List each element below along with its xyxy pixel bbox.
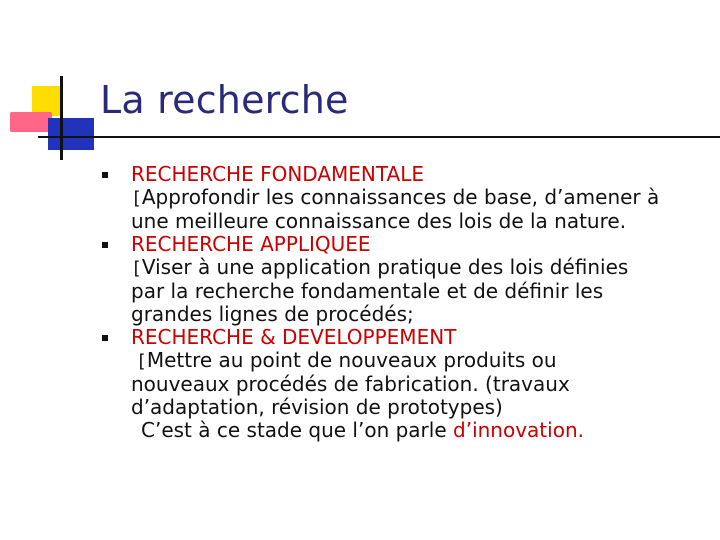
slide-title: La recherche: [100, 78, 349, 122]
decor-red-square: [10, 112, 52, 132]
decor-vertical-line: [60, 76, 63, 160]
wingding-bullet-icon: [: [131, 258, 142, 279]
item-description: [Viser à une application pratique des lois définies par la recherche fondamentale et de définir les grandes lignes de procédés;: [131, 255, 629, 326]
bullet-list: [100, 163, 710, 442]
list-item-recherche-appliquee: [100, 233, 710, 326]
wingding-bullet-icon: [: [131, 188, 142, 209]
bullet-square-icon: [102, 242, 108, 248]
item-description: [Mettre au point de nouveaux produits ou nouveaux procédés de fabrication. (travaux d’adaptation, révision de prototypes) C’est à ce stade que l’on parle d’innovation.: [131, 349, 710, 442]
item-heading: RECHERCHE APPLIQUEE: [131, 232, 371, 256]
wingding-bullet-icon: [: [136, 351, 147, 372]
decor-blue-square: [48, 118, 94, 150]
item-heading: RECHERCHE FONDAMENTALE: [131, 162, 424, 186]
innovation-note: C’est à ce stade que l’on parle d’innovation.: [141, 418, 584, 442]
innovation-highlight: d’innovation.: [453, 418, 584, 442]
item-description: [Approfondir les connaissances de base, d’amener à une meilleure connaissance des lois de la nature.: [131, 185, 660, 233]
bullet-square-icon: [102, 172, 108, 178]
list-item-recherche-fondamentale: [100, 163, 710, 233]
item-heading: RECHERCHE & DEVELOPPEMENT: [131, 325, 457, 349]
bullet-square-icon: [102, 335, 108, 341]
title-underline: [38, 136, 720, 138]
list-item-recherche-developpement: [100, 326, 710, 442]
